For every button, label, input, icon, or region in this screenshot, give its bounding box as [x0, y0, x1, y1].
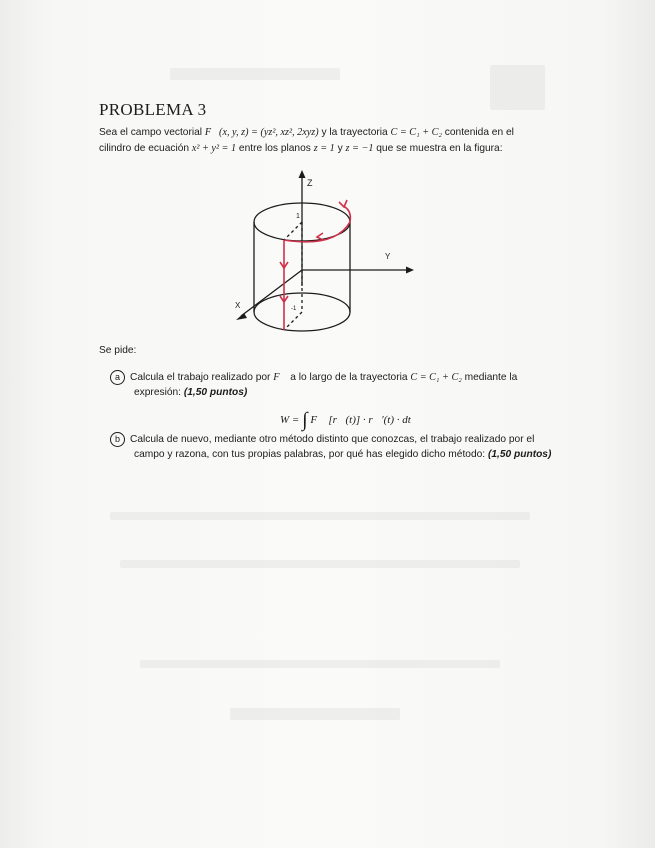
path-arc-arrow: [317, 233, 323, 240]
bleed-through-block: [140, 660, 500, 668]
question-b-text: campo y razona, con tus propias palabras, por qué has elegido dicho método:: [134, 449, 486, 461]
question-b: [110, 432, 551, 462]
statement-text: Sea el campo vectorial: [99, 127, 203, 138]
statement-line-2: [99, 142, 503, 156]
question-a-line-1: [110, 370, 517, 385]
y-axis-arrow: [406, 267, 414, 274]
path-expression: C = C₁ + C₂: [410, 372, 462, 384]
x-axis-label: X: [235, 301, 241, 310]
statement-text: que se muestra en la figura:: [376, 143, 503, 154]
question-b-line-2: [110, 447, 551, 462]
integral-symbol: ∫: [302, 409, 308, 431]
problem-title: PROBLEMA 3: [99, 100, 207, 119]
question-a-text: mediante la: [464, 372, 518, 384]
points-label: (1,50 puntos): [487, 449, 552, 461]
statement-line-1: [99, 126, 514, 140]
question-b-text: Calcula de nuevo, mediante otro método distinto que conozcas, el trabajo realizado por el: [130, 434, 535, 446]
bleed-through-block: [490, 65, 545, 110]
question-a-text: Calcula el trabajo realizado por: [130, 372, 271, 384]
top-radius-dashed: [284, 222, 302, 240]
bleed-through-block: [230, 708, 400, 720]
y-axis-label: Y: [385, 252, 391, 261]
formula-integrand: F⃗ [r⃗(t)] · r⃗′(t) · dt: [310, 414, 411, 427]
bleed-through-block: [170, 68, 340, 80]
field-expression: F⃗(x, y, z) = (yz², xz², 2xyz): [204, 127, 319, 138]
plane-expression: z = 1: [313, 143, 335, 154]
bottom-height-mark: -1: [291, 306, 297, 312]
statement-text: contenida en el: [444, 127, 514, 138]
z-axis-label: Z: [307, 178, 313, 188]
question-b-line-1: [110, 432, 551, 447]
formula-lhs: W =: [280, 414, 300, 427]
statement-text: cilindro de ecuación: [99, 143, 190, 154]
statement-text: y la trayectoria: [321, 127, 388, 138]
question-label-b: b: [110, 432, 125, 447]
points-label: (1,50 puntos): [183, 387, 248, 399]
cylinder-figure: [225, 166, 420, 341]
work-formula: [280, 409, 411, 432]
statement-text: entre los planos: [238, 143, 311, 154]
question-a-text: a lo largo de la trayectoria: [290, 372, 408, 384]
path-expression: C = C₁ + C₂: [390, 127, 442, 138]
z-axis-arrow: [299, 170, 306, 178]
bleed-through-block: [110, 512, 530, 520]
field-symbol: F⃗: [273, 372, 288, 384]
plane-expression: z = −1: [345, 143, 374, 154]
bleed-through-block: [120, 560, 520, 568]
bottom-radius-dashed: [284, 312, 302, 330]
question-a-line-2: [110, 385, 517, 400]
x-axis-arrow: [236, 313, 247, 320]
statement-text: y: [337, 143, 343, 154]
cylinder-expression: x² + y² = 1: [191, 143, 237, 154]
question-a: [110, 370, 517, 400]
path-top-arrow: [339, 200, 347, 207]
top-height-mark: 1: [296, 213, 300, 220]
question-a-text: expresión:: [134, 387, 182, 399]
question-label-a: a: [110, 370, 125, 385]
se-pide-label: Se pide:: [99, 345, 137, 356]
